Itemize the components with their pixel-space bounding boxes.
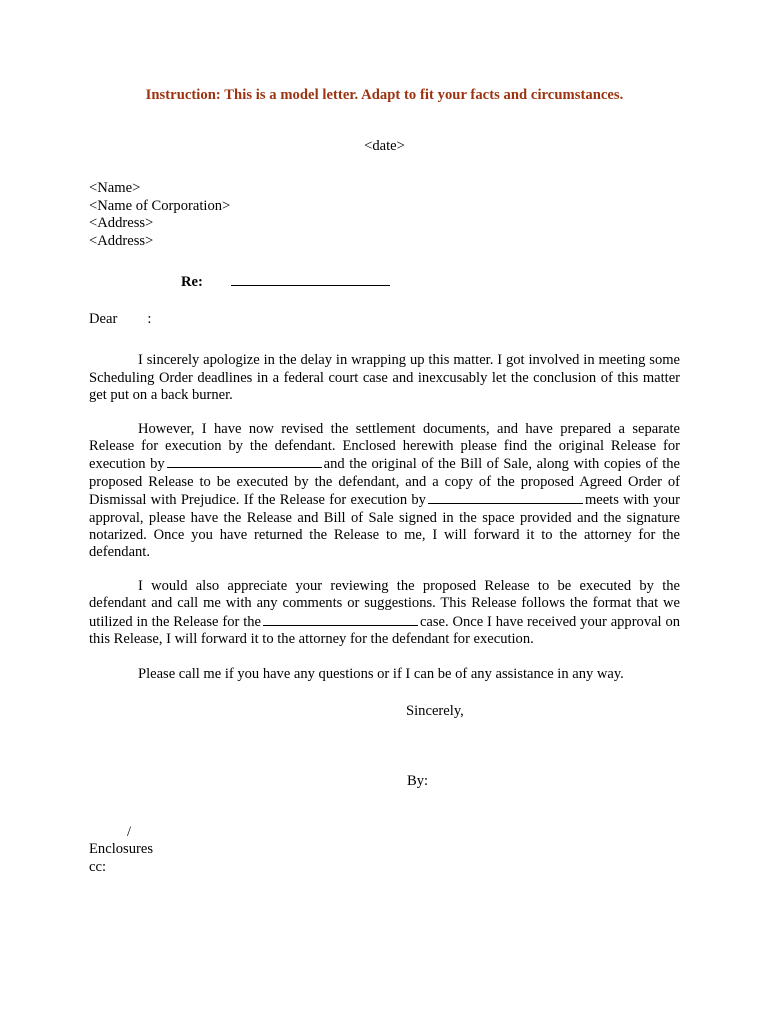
closing-by-label: By: xyxy=(407,772,429,789)
subject-label: Re: xyxy=(181,274,203,291)
paragraph-3-text-part-2: case. Once I have received your approval on this Release, I will forward it to the attorney for the defendant for execution. xyxy=(89,613,680,648)
date-placeholder: <date> xyxy=(364,138,405,154)
subject-blank-field[interactable] xyxy=(231,272,390,286)
release-approval-blank-field[interactable] xyxy=(428,491,583,504)
recipient-address-line-1: <Address> xyxy=(89,215,154,232)
paragraph-2-text-part-2: and the original of the Bill of Sale, along with copies of the proposed Release to be executed by the defendant, and a copy of the proposed Agreed Order of Dismissal with Prejudice. If the Release for execution by xyxy=(89,456,680,509)
recipient-name: <Name> xyxy=(89,180,141,196)
recipient-address-line-2: <Address> xyxy=(89,232,154,249)
recipient-corporation: <Name of Corporation> xyxy=(89,197,231,214)
closing-sincerely: Sincerely, xyxy=(406,702,464,719)
body-paragraph-1 xyxy=(89,352,680,404)
paragraph-4-text: Please call me if you have any questions or if I can be of any assistance in any way. xyxy=(138,666,624,683)
letter-footer-block xyxy=(89,824,680,877)
recipient-address-block xyxy=(89,180,680,250)
enclosures-label: Enclosures xyxy=(89,841,154,858)
release-executor-blank-field[interactable] xyxy=(167,455,322,468)
initials-slash: / xyxy=(127,823,132,840)
body-paragraph-3 xyxy=(89,578,680,649)
paragraph-2-text-part-3: meets with your approval, please have the Release and Bill of Sale signed in the space provided and the signature notarized. Once you have returned the Release to me, I will forward it to the attorney for the defendant. xyxy=(89,492,680,561)
instruction-heading: Instruction: This is a model letter. Adapt to fit your facts and circumstances. xyxy=(145,87,624,103)
cc-label: cc: xyxy=(89,859,107,876)
paragraph-1-text: I sincerely apologize in the delay in wrapping up this matter. I got involved in meeting some Scheduling Order deadlines in a federal court case and inexcusably let the conclusion of this matter get put on a back burner. xyxy=(89,352,680,404)
paragraph-3-text-part-1: I would also appreciate your reviewing the proposed Release to be executed by the defendant and call me with any comments or suggestions. This Release follows the format that we utilized in the Release for the xyxy=(89,577,680,630)
salutation-line: Dear : xyxy=(89,311,152,328)
prior-case-blank-field[interactable] xyxy=(263,613,418,626)
letter-content xyxy=(89,0,680,877)
subject-line xyxy=(89,272,680,291)
paragraph-2-text-part-1: However, I have now revised the settlement documents, and have prepared a separate Release for execution by the defendant. Enclosed herewith please find the original Release for execution by xyxy=(89,420,680,473)
body-paragraph-4 xyxy=(89,666,680,683)
body-paragraph-2 xyxy=(89,421,680,562)
